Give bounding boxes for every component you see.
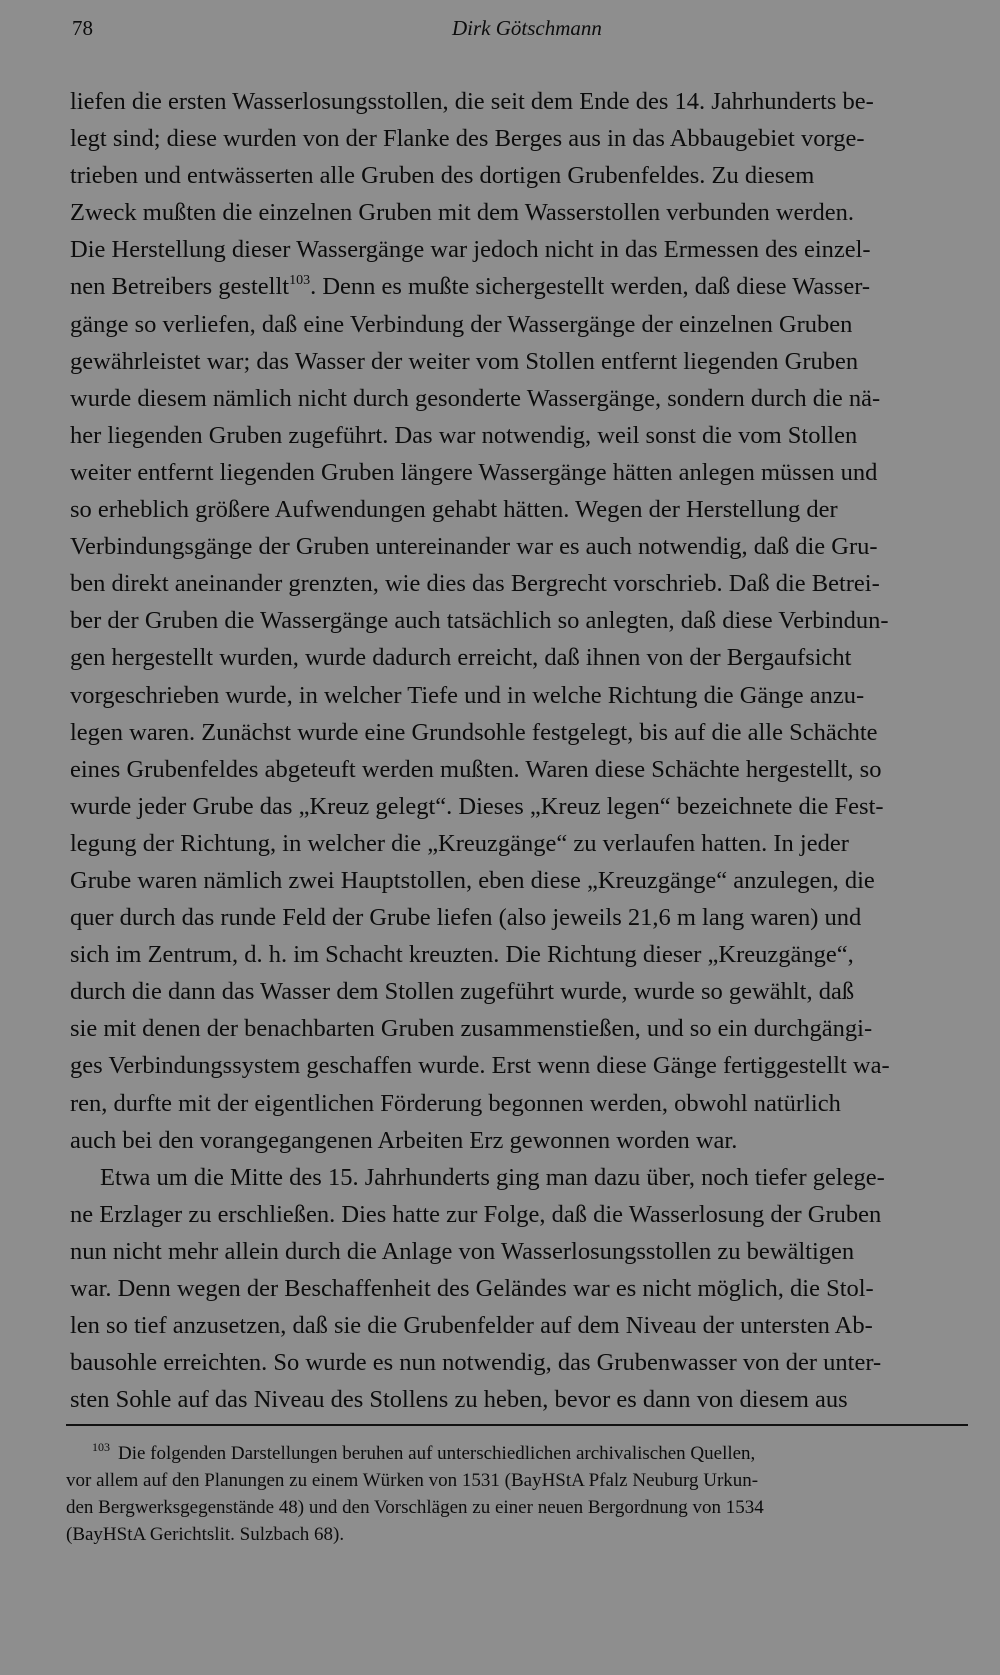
text-line: ges Verbindungssystem geschaffen wurde. Erst wenn diese Gänge fertiggestellt wa- [70, 1052, 890, 1080]
text-line: legung der Richtung, in welcher die „Kreuzgänge“ zu verlaufen hatten. In jeder [70, 829, 849, 857]
text-line: ne Erzlager zu erschließen. Dies hatte zur Folge, daß die Wasserlosung der Gruben [70, 1200, 882, 1228]
text-line: nun nicht mehr allein durch die Anlage von Wasserlosungsstollen zu bewältigen [70, 1237, 855, 1265]
footnotes [66, 1440, 978, 1548]
footnote-line: (BayHStA Gerichtslit. Sulzbach 68). [66, 1524, 345, 1545]
text-line: len so tief anzusetzen, daß sie die Grubenfelder auf dem Niveau der untersten Ab- [70, 1312, 873, 1340]
text-line: gänge so verliefen, daß eine Verbindung der Wassergänge der einzelnen Gruben [70, 310, 853, 338]
text-line: gewährleistet war; das Wasser der weiter vom Stollen entfernt liegenden Gruben [70, 347, 859, 375]
text-line: gen hergestellt wurden, wurde dadurch erreicht, daß ihnen von der Bergaufsicht [70, 644, 852, 672]
text-line: ben direkt aneinander grenzten, wie dies das Bergrecht vorschrieb. Daß die Betrei- [70, 570, 880, 598]
text-line-with-footnote [70, 268, 982, 305]
text-line: vorgeschrieben wurde, in welcher Tiefe und in welche Richtung die Gänge anzu- [70, 681, 865, 709]
text-line: sie mit denen der benachbarten Gruben zusammenstießen, und so ein durchgängi- [70, 1015, 873, 1043]
text-line: weiter entfernt liegenden Gruben längere Wassergänge hätten anlegen müssen und [70, 458, 878, 486]
text-line: legen waren. Zunächst wurde eine Grundsohle festgelegt, bis auf die alle Schächte [70, 718, 878, 746]
text-line: wurde diesem nämlich nicht durch gesonderte Wassergänge, sondern durch die nä- [70, 384, 881, 412]
paragraph [70, 83, 982, 1159]
text-line: wurde jeder Grube das „Kreuz gelegt“. Dieses „Kreuz legen“ bezeichnete die Fest- [70, 792, 884, 820]
text-line: trieben und entwässerten alle Gruben des dortigen Grubenfeldes. Zu diesem [70, 162, 815, 190]
text-line: bausohle erreichten. So wurde es nun notwendig, das Grubenwasser von der unter- [70, 1349, 882, 1377]
page-number: 78 [72, 16, 93, 40]
text-line: Verbindungsgänge der Gruben untereinander war es auch notwendig, daß die Gru- [70, 533, 878, 561]
text-line: her liegenden Gruben zugeführt. Das war notwendig, weil sonst die vom Stollen [70, 421, 858, 449]
body-text [70, 83, 982, 1418]
text-line: sich im Zentrum, d. h. im Schacht kreuzten. Die Richtung dieser „Kreuzgänge“, [70, 941, 854, 969]
text-segment: nen Betreibers gestellt [70, 273, 290, 301]
footnote-line: den Bergwerksgegenstände 48) und den Vorschlägen zu einer neuen Bergordnung von 1534 [66, 1497, 764, 1518]
paragraph [70, 1159, 982, 1419]
text-line: legt sind; diese wurden von der Flanke des Berges aus in das Abbaugebiet vorge- [70, 125, 865, 153]
footnote-line: vor allem auf den Planungen zu einem Würken von 1531 (BayHStA Pfalz Neuburg Urkun- [66, 1470, 759, 1491]
footnote-reference[interactable]: 103 [289, 273, 311, 289]
text-line: Die Herstellung dieser Wassergänge war jedoch nicht in das Ermessen des einzel- [70, 236, 871, 264]
text-line: quer durch das runde Feld der Grube liefen (also jeweils 21,6 m lang waren) und [70, 904, 862, 932]
text-line: ber der Gruben die Wassergänge auch tatsächlich so anlegten, daß diese Verbindun- [70, 607, 889, 635]
text-line: durch die dann das Wasser dem Stollen zugeführt wurde, wurde so gewählt, daß [70, 978, 855, 1006]
text-segment: . Denn es mußte sichergestellt werden, daß diese Wasser- [310, 273, 871, 301]
text-line: Etwa um die Mitte des 15. Jahrhunderts ging man dazu über, noch tiefer gelege- [100, 1163, 885, 1191]
running-head-author: Dirk Götschmann [452, 16, 602, 40]
footnote-mark: 103 [92, 1440, 110, 1454]
footnote-text: Die folgenden Darstellungen beruhen auf unterschiedlichen archivalischen Quellen, [118, 1443, 756, 1464]
text-line: war. Denn wegen der Beschaffenheit des Geländes war es nicht möglich, die Stol- [70, 1275, 874, 1302]
text-line: auch bei den vorangegangenen Arbeiten Erz gewonnen worden war. [70, 1126, 738, 1154]
text-line: ren, durfte mit der eigentlichen Förderung begonnen werden, obwohl natürlich [70, 1089, 841, 1117]
text-line: Grube waren nämlich zwei Hauptstollen, eben diese „Kreuzgänge“ anzulegen, die [70, 866, 875, 894]
text-line: sten Sohle auf das Niveau des Stollens zu heben, bevor es dann von diesem aus [70, 1386, 848, 1414]
text-line: so erheblich größere Aufwendungen gehabt hätten. Wegen der Herstellung der [70, 496, 838, 524]
footnote-line [66, 1440, 978, 1467]
text-line: liefen die ersten Wasserlosungsstollen, die seit dem Ende des 14. Jahrhunderts be- [70, 88, 874, 115]
text-line: Zweck mußten die einzelnen Gruben mit dem Wasserstollen verbunden werden. [70, 199, 855, 227]
page-header [72, 16, 928, 56]
footnote-separator [66, 1424, 968, 1426]
text-line: eines Grubenfeldes abgeteuft werden mußten. Waren diese Schächte hergestellt, so [70, 755, 882, 783]
